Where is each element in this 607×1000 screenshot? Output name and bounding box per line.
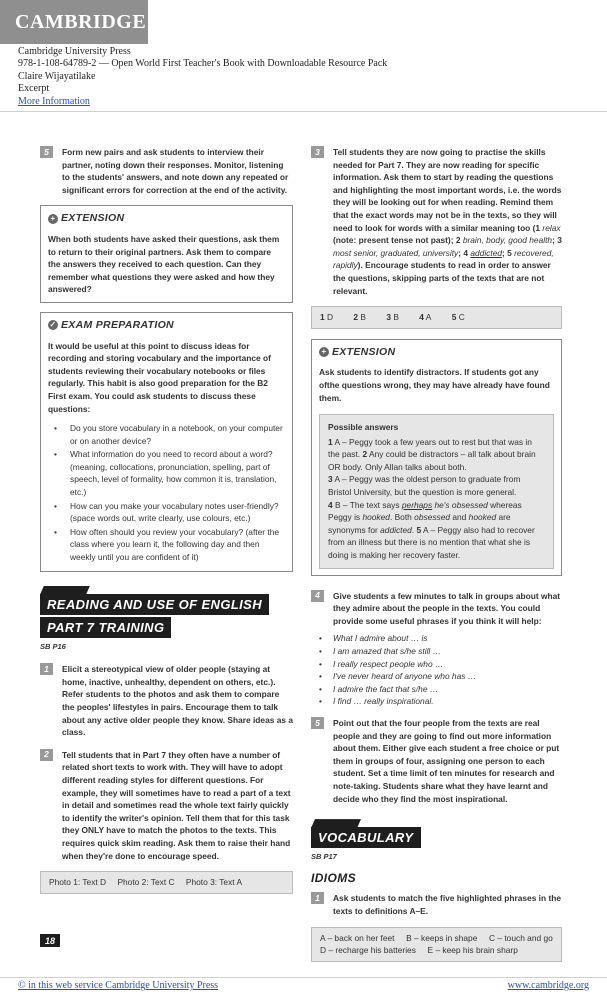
answer-text: whereas Peggy is — [328, 499, 522, 523]
exam-preparation-box — [40, 312, 293, 572]
step-3 — [311, 146, 562, 297]
answer-text: A – Peggy took a few years out to rest but that was in the past. — [328, 436, 532, 460]
answer-text: B – The text says — [332, 499, 402, 510]
example-word: recovered, rapidly — [333, 247, 554, 271]
list-item: • I've never heard of anyone who has … — [311, 670, 562, 683]
answer-text: . — [411, 524, 417, 535]
photo-answer: Photo 2: Text C — [117, 877, 175, 888]
answer-word: addicted — [380, 524, 412, 535]
extension-title: EXTENSION — [61, 212, 125, 225]
step-number: 5 — [40, 146, 53, 158]
answer-text: A – Peggy also had to recover from an illness but there is no mention that what she is doing is making her recovery faster. — [328, 524, 535, 561]
answer-item — [353, 312, 375, 322]
example-word: relax — [542, 222, 561, 233]
excerpt-label: Excerpt — [18, 83, 50, 95]
logo-text: CAMBRIDGE — [15, 11, 147, 33]
extension-heading — [319, 346, 554, 359]
answer-letter: D — [327, 312, 334, 323]
photo-answer: Photo 3: Text A — [185, 877, 243, 888]
exam-prep-heading — [48, 319, 285, 332]
answer-item — [386, 312, 408, 322]
section-title-line-2: PART 7 TRAINING — [40, 617, 171, 638]
header-bar — [0, 0, 607, 44]
answer-item — [452, 312, 474, 322]
book-metadata — [18, 46, 387, 108]
answer-letter: A — [425, 312, 432, 323]
photo-answer: Photo 1: Text D — [49, 877, 107, 888]
step-text: Point out that the four people from the texts are real people and they are going to find out more information about them. Either give each student a free choice or put them in groups of four, assigning one person to each student. Set a time limit of ten minutes for research and note-taking. Students share what they have learnt and decide who they find the most inspirational. — [333, 717, 560, 804]
useful-phrases — [311, 632, 562, 708]
page-number: 18 — [40, 934, 60, 947]
definitions-box: A – back on her feet B – keeps in shape C – touch and go D – recharge his batteries E – keep his brain sharp — [311, 927, 562, 962]
answer-item — [320, 312, 342, 322]
answer-text: . Both — [389, 512, 415, 523]
answer-letter: B — [393, 312, 399, 323]
step-number: 1 — [311, 892, 324, 904]
extension-body: Ask students to identify distractors. If students got any ofthe questions wrong, they may have already have found them. — [319, 367, 550, 403]
list-item: • What information do you need to record about a word? (meaning, collocations, pronunciation, spelling, part of speech, level of formality, how common it is, translation, etc.) — [48, 448, 285, 498]
step-text: Ask students to match the five highlighted phrases in the texts to definitions A–E. — [333, 893, 562, 916]
step-1-right — [311, 892, 562, 917]
step-5-right — [311, 717, 562, 805]
list-item: • I find … really inspirational. — [311, 695, 562, 708]
more-information-link[interactable]: More Information — [18, 95, 90, 107]
banner-tab — [40, 586, 90, 595]
answer-letter: B — [360, 312, 366, 323]
answer-number: 4 — [419, 312, 424, 323]
possible-answers-box — [319, 414, 554, 569]
answer-text: Any could be distractors – all talk about brain OR body. Only Allan talks about both. — [328, 449, 536, 472]
section-title-line-1: READING AND USE OF ENGLISH — [40, 594, 269, 615]
step-4 — [311, 590, 562, 628]
answer-item — [419, 312, 440, 322]
answer-word: he's obsessed — [432, 499, 488, 510]
step-text: ; 4 — [458, 247, 471, 258]
website-link[interactable]: www.cambridge.org — [507, 980, 589, 991]
step-number: 1 — [40, 663, 53, 675]
step-text: Tell students they are now going to practise the skills needed for Part 7. They are now reading for specific information. Ask them to start by reading the questions and highlighting the most important words, i.e. the words they will be looking out for when reading. Remind them that the exact words may not be in the texts, so they will need to look for words with a similar meaning too (1 — [333, 147, 562, 233]
answer-letter: C — [458, 312, 465, 323]
checkmark-icon: ✓ — [49, 320, 57, 330]
publisher: Cambridge University Press — [18, 46, 131, 57]
answer-word: perhaps — [401, 499, 433, 510]
cambridge-logo[interactable] — [0, 0, 148, 44]
section-heading-vocabulary — [311, 827, 562, 864]
right-column — [311, 146, 565, 962]
list-item: • I admire the fact that s/he … — [311, 683, 562, 696]
step-text: Tell students that in Part 7 they often have a number of related short texts to work with. They will have to adopt different reading styles for different questions. For example, they will sometimes have to read a part of a text in detail and sometimes read the whole text fairly quickly to identify the writer's opinion. Tell them that for this task they ONLY have to match the photos to the texts. This requires quick skim reading. Ask them to raise their hand when they're done to encourage speed. — [62, 749, 291, 861]
step-text: Give students a few minutes to talk in groups about what they admire about the people in the texts. You could provide some useful phrases if you think it will help: — [333, 590, 561, 626]
answer-number: 5 — [416, 524, 422, 535]
answer-key-strip — [311, 306, 562, 329]
extension-box-right — [311, 339, 562, 576]
answer-number: 3 — [328, 474, 333, 485]
answer-word: hooked — [468, 512, 497, 523]
phrase-list — [311, 632, 562, 708]
isbn-line: 978-1-108-64789-2 — Open World First Teacher's Book with Downloadable Resource Pack — [18, 58, 388, 70]
extension-body: When both students have asked their questions, ask them to return to their original partners. Ask them to compare the answers they received to each question. Can they remember what questions they were asked and how they answered? — [48, 233, 280, 295]
step-2 — [40, 749, 293, 862]
answer-number: 1 — [320, 312, 325, 323]
answer-number: 5 — [451, 312, 457, 323]
answer-word: obsessed — [414, 512, 451, 523]
sb-page-ref: SB P16 — [40, 641, 66, 651]
idioms-heading: IDIOMS — [311, 870, 357, 885]
answer-text: and — [450, 512, 469, 523]
answer-number: 1 — [328, 436, 333, 447]
possible-answers-text — [328, 436, 545, 562]
header-divider — [0, 111, 607, 112]
list-item: • I am amazed that s/he still … — [311, 645, 562, 658]
answer-number: 2 — [362, 449, 368, 460]
step-number: 2 — [40, 749, 53, 761]
extension-title: EXTENSION — [332, 345, 396, 358]
list-item: • Do you store vocabulary in a notebook, on your computer or on another device? — [48, 422, 285, 447]
step-text: Form new pairs and ask students to interview their partner, noting down their responses. Monitor, listening to the students' answers, and note down any repeated or significant errors for correction at the end of the activity. — [62, 147, 289, 195]
answer-word: hooked — [362, 512, 390, 523]
answer-number: 2 — [353, 312, 359, 323]
extension-box — [40, 205, 293, 303]
photo-answers-strip — [40, 871, 293, 894]
left-column — [40, 146, 293, 894]
step-5 — [40, 146, 293, 196]
answer-number: 3 — [386, 312, 391, 323]
exam-prep-questions — [48, 422, 285, 564]
answer-text: are synonyms for — [328, 512, 511, 535]
example-word: most senior, graduated, university — [333, 247, 459, 258]
banner-tab — [311, 819, 361, 828]
exam-prep-body: It would be useful at this point to discuss ideas for recording and storing vocabulary and the importance of students reviewing their vocabulary notebooks or files regularly. This habit is also good preparation for the B2 First exam. You could ask students to discuss these questions: — [48, 340, 271, 414]
extension-heading — [48, 212, 285, 225]
step-text: ). Encourage students to read in order to answer the questions, skipping parts of the texts that are not relevant. — [333, 260, 551, 296]
list-item: • How often should you review your vocabulary? (after the class where you learn it, the following day and then weekly until you are confident of it) — [48, 526, 285, 564]
vocabulary-banner: VOCABULARY — [311, 827, 421, 848]
list-item: • How can you make your vocabulary notes user-friendly? (space words out, write clearly, use colours, etc.) — [48, 500, 285, 525]
step-text: ; 3 — [552, 235, 562, 246]
step-number: 5 — [311, 717, 324, 729]
author: Claire Wijayatilake — [18, 70, 96, 82]
possible-answers-title: Possible answers — [328, 422, 399, 433]
step-1 — [40, 663, 293, 739]
step-number: 4 — [311, 590, 324, 602]
footer-divider — [0, 977, 607, 978]
step-text: (note: present tense not past); 2 — [333, 235, 463, 246]
exam-prep-title: EXAM PREPARATION — [61, 318, 174, 331]
sb-page-ref: SB P17 — [311, 852, 337, 862]
section-heading-reading — [40, 594, 293, 654]
list-item: • I really respect people who … — [311, 658, 562, 671]
step-text: Elicit a stereotypical view of older people (staying at home, inactive, unhealthy, dependent on others, etc.). Refer students to the photos and ask them to compare the peoples' lifestyles in pairs. Encourage them to talk about any active older people they know. Share ideas as a class. — [62, 664, 294, 738]
step-number: 3 — [311, 146, 324, 158]
copyright-link[interactable]: © in this web service Cambridge University Press — [18, 980, 219, 991]
plus-icon: + — [48, 214, 58, 224]
plus-icon: + — [319, 347, 329, 357]
step-text: ; 5 — [502, 247, 515, 258]
list-item: • What I admire about … is — [311, 632, 562, 645]
answer-number: 4 — [328, 499, 333, 510]
example-word: addicted — [470, 247, 503, 258]
example-word: brain, body, good health — [462, 235, 553, 246]
answer-text: A – Peggy was the oldest person to graduate from Bristol University, but the question is more general. — [328, 474, 521, 498]
